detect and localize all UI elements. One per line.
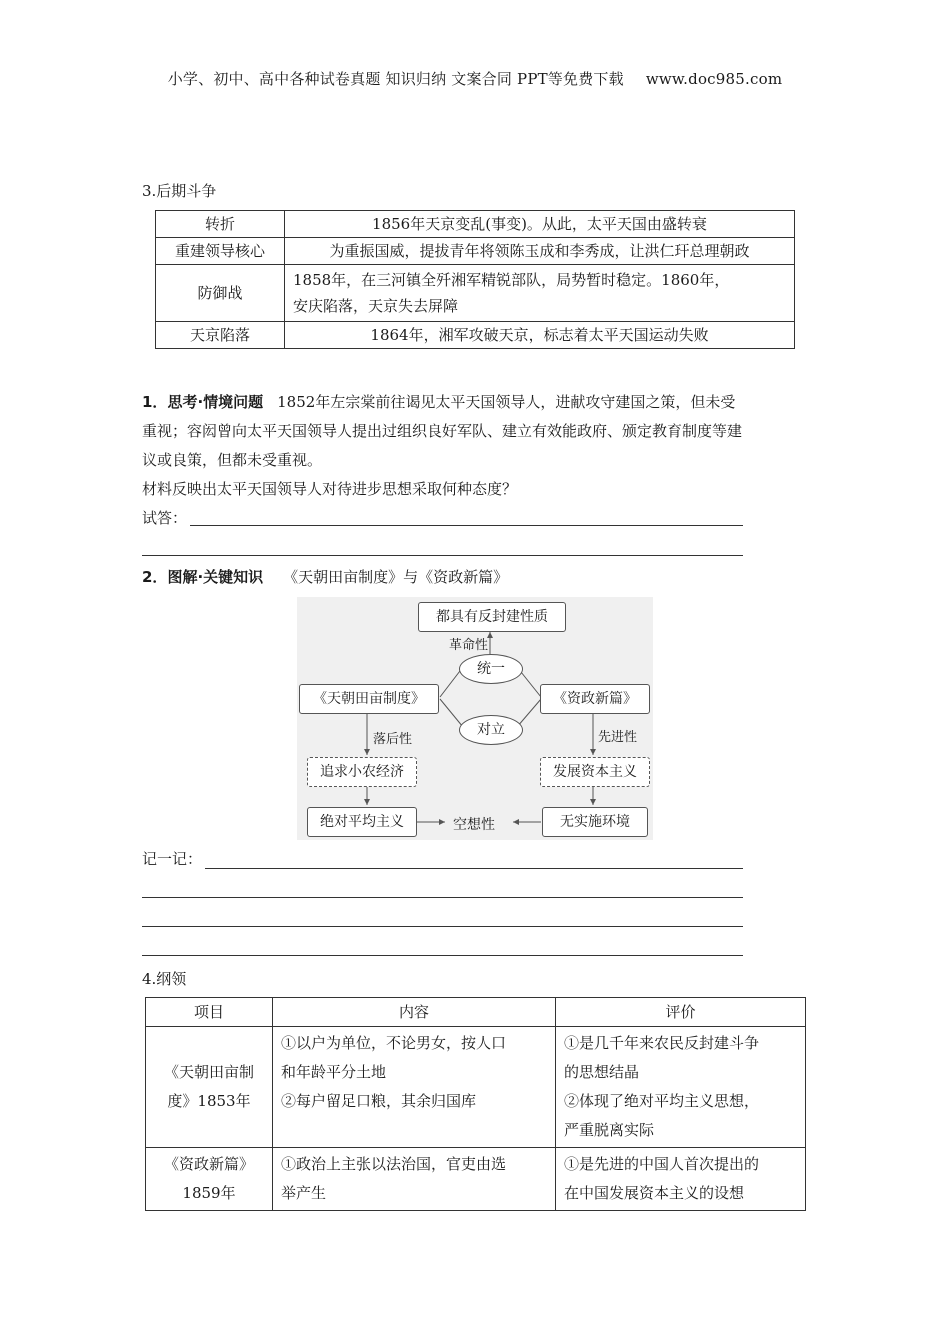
- row-content: [285, 265, 795, 322]
- diagram-small-peasant-box: 追求小农经济: [307, 757, 417, 787]
- diagram-top-box: 都具有反封建性质: [418, 602, 566, 632]
- row-label: 重建领导核心: [156, 238, 285, 265]
- q1-question: 材料反映出太平天国领导人对待进步思想采取何种态度？: [142, 480, 518, 498]
- diagram-right-doc-box: 《资政新篇》: [540, 684, 650, 714]
- note-line[interactable]: [205, 868, 743, 869]
- eval-line: ①是几千年来农民反封建斗争: [564, 1034, 760, 1052]
- answer-line[interactable]: [190, 525, 743, 526]
- question-2: [142, 563, 508, 592]
- diagram-egalitarian-box: 绝对平均主义: [307, 807, 417, 837]
- row-label: 防御战: [156, 265, 285, 322]
- row-item-line: 度》1853年: [167, 1092, 251, 1110]
- content-line: ①以户为单位，不论男女，按人口: [281, 1034, 507, 1052]
- diagram-opposition-ellipse: 对立: [459, 715, 523, 745]
- row-item: [146, 1148, 273, 1211]
- section3-title: 3.后期斗争: [142, 182, 217, 200]
- row-item-line: 《资政新篇》: [163, 1155, 254, 1173]
- diagram-advanced-label: 先进性: [598, 730, 638, 745]
- column-header: 内容: [273, 998, 556, 1027]
- diagram-backward-label: 落后性: [373, 732, 413, 747]
- row-content: 1864年，湘军攻破天京，标志着太平天国运动失败: [285, 322, 795, 349]
- diagram-no-env-box: 无实施环境: [542, 807, 648, 837]
- q2-number: 2．: [142, 568, 168, 586]
- section4-title: 4.纲领: [142, 970, 187, 988]
- comparison-diagram: [297, 597, 653, 840]
- table-header-row: [146, 998, 806, 1027]
- row-item-line: 《天朝田亩制: [163, 1063, 254, 1081]
- q1-text-line1: 1852年左宗棠前往谒见太平天国领导人，进献攻守建国之策，但未受: [277, 393, 736, 411]
- q1-text-line2: 重视；容闳曾向太平天国领导人提出过组织良好军队、建立有效能政府、颁定教育制度等建: [142, 422, 743, 440]
- row-content: [273, 1027, 556, 1148]
- row-item-line: 1859年: [182, 1184, 236, 1202]
- content-line: 举产生: [281, 1184, 327, 1202]
- table-row: [156, 265, 795, 322]
- row-label: 转折: [156, 211, 285, 238]
- eval-line: 在中国发展资本主义的设想: [564, 1184, 745, 1202]
- question-1: [142, 388, 810, 504]
- row-content: [273, 1148, 556, 1211]
- q1-tag: 思考·情境问题: [167, 393, 264, 411]
- q1-answer-label: 试答：: [142, 509, 188, 527]
- diagram-revolutionary-label: 革命性: [449, 638, 489, 653]
- diagram-unity-ellipse: 统一: [459, 654, 523, 684]
- row-content-line: 1858年，在三河镇全歼湘军精锐部队，局势暂时稳定。1860年，: [293, 271, 730, 289]
- diagram-left-doc-box: 《天朝田亩制度》: [299, 684, 439, 714]
- eval-line: ②体现了绝对平均主义思想，: [564, 1092, 760, 1110]
- eval-line: 严重脱离实际: [564, 1121, 655, 1139]
- header-site-link[interactable]: www.doc985.com: [645, 70, 783, 88]
- table-row: [156, 322, 795, 349]
- row-content-line: 安庆陷落，天京失去屏障: [293, 297, 459, 315]
- note-line[interactable]: [142, 926, 743, 927]
- program-table: [145, 997, 806, 1211]
- row-content: 为重振国威，提拔青年将领陈玉成和李秀成，让洪仁玕总理朝政: [285, 238, 795, 265]
- row-item: [146, 1027, 273, 1148]
- header-text: 小学、初中、高中各种试卷真题 知识归纳 文案合同 PPT等免费下载: [167, 70, 624, 88]
- q2-note-label: 记一记：: [142, 850, 203, 868]
- table-row: [146, 1027, 806, 1148]
- note-line[interactable]: [142, 897, 743, 898]
- table-row: [156, 211, 795, 238]
- eval-line: 的思想结晶: [564, 1063, 640, 1081]
- page-header: [0, 68, 950, 89]
- content-line: ②每户留足口粮，其余归国库: [281, 1092, 477, 1110]
- q2-tag: 图解·关键知识: [167, 568, 264, 586]
- note-line[interactable]: [142, 955, 743, 956]
- content-line: ①政治上主张以法治国，官吏由选: [281, 1155, 507, 1173]
- q1-number: 1．: [142, 393, 168, 411]
- eval-line: ①是先进的中国人首次提出的: [564, 1155, 760, 1173]
- row-content: 1856年天京变乱(事变)。从此，太平天国由盛转衰: [285, 211, 795, 238]
- diagram-capitalism-box: 发展资本主义: [540, 757, 650, 787]
- column-header: 项目: [146, 998, 273, 1027]
- q2-subtitle: 《天朝田亩制度》与《资政新篇》: [283, 568, 509, 586]
- diagram-utopian-label: 空想性: [453, 817, 495, 833]
- content-line: 和年龄平分土地: [281, 1063, 387, 1081]
- table-row: [156, 238, 795, 265]
- table-row: [146, 1148, 806, 1211]
- struggle-table: [155, 210, 795, 349]
- answer-line[interactable]: [142, 555, 743, 556]
- row-label: 天京陷落: [156, 322, 285, 349]
- column-header: 评价: [556, 998, 806, 1027]
- row-eval: [556, 1148, 806, 1211]
- row-eval: [556, 1027, 806, 1148]
- q1-text-line3: 议或良策，但都未受重视。: [142, 451, 323, 469]
